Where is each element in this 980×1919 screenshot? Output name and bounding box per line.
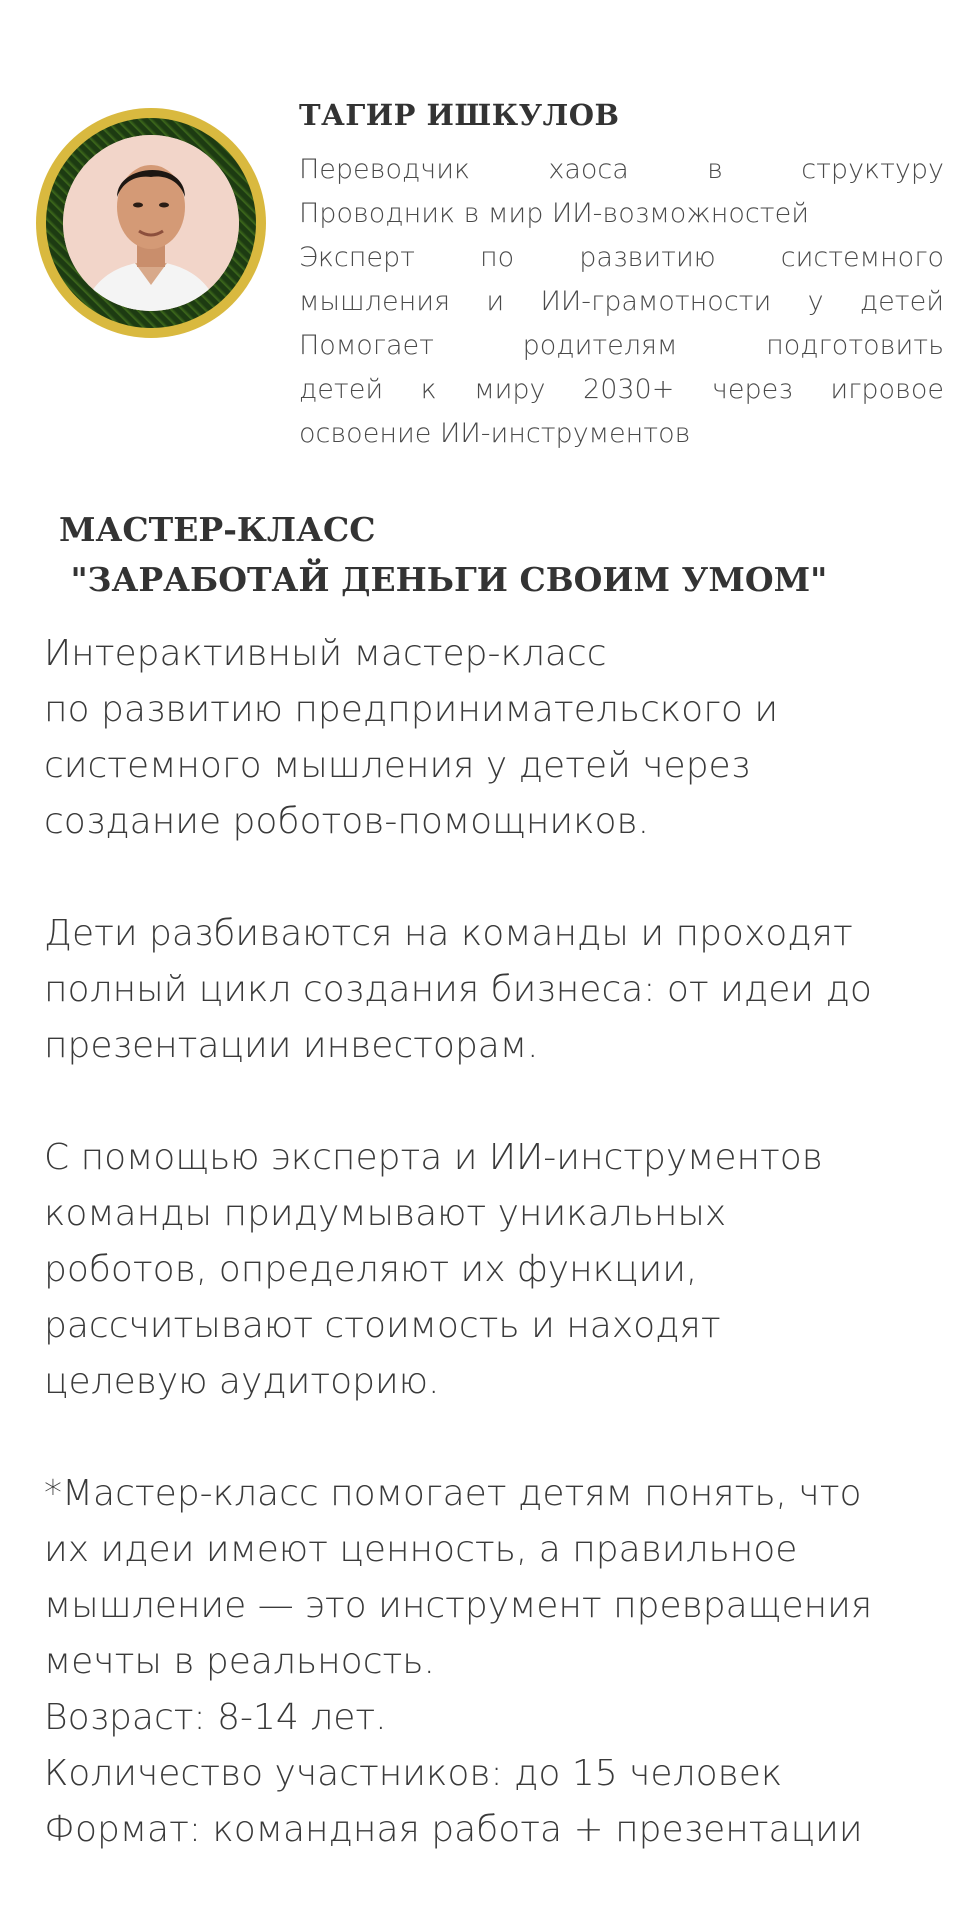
description-paragraph: [44, 626, 944, 850]
author-tagline-line: Помогает родителям подготовить: [299, 330, 944, 361]
description-paragraph: [44, 1130, 944, 1410]
note-line: *Мастер-класс помогает детям понять, что: [44, 1473, 862, 1514]
format-info: Формат: командная работа + презентации: [44, 1809, 863, 1850]
note-line: мечты в реальность.: [44, 1641, 435, 1682]
participants-info: Количество участников: до 15 человек: [44, 1753, 783, 1794]
paragraph-line: презентации инвесторам.: [44, 1025, 539, 1066]
paragraph-line: рассчитывают стоимость и находят: [44, 1305, 721, 1346]
masterclass-title-line2: "ЗАРАБОТАЙ ДЕНЬГИ СВОИМ УМОМ": [59, 560, 828, 599]
paragraph-line: создание роботов-помощников.: [44, 801, 650, 842]
author-name: ТАГИР ИШКУЛОВ: [299, 98, 620, 132]
paragraph-line: целевую аудиторию.: [44, 1361, 440, 1402]
paragraph-line: полный цикл создания бизнеса: от идеи до: [44, 969, 872, 1010]
paragraph-line: роботов, определяют их функции,: [44, 1249, 698, 1290]
author-tagline-line: Переводчик хаоса в структуру: [299, 154, 944, 185]
masterclass-note: [44, 1466, 944, 1858]
author-tagline-line: Эксперт по развитию системного: [299, 242, 944, 273]
age-info: Возраст: 8-14 лет.: [44, 1697, 387, 1738]
note-line: их идеи имеют ценность, а правильное: [44, 1529, 798, 1570]
description-paragraph: [44, 906, 944, 1074]
author-photo: [63, 135, 239, 311]
paragraph-line: системного мышления у детей через: [44, 745, 751, 786]
author-tagline-line: детей к миру 2030+ через игровое: [299, 374, 944, 405]
paragraph-line: С помощью эксперта и ИИ-инструментов: [44, 1137, 823, 1178]
paragraph-line: Интерактивный мастер-класс: [44, 633, 607, 674]
author-info: [299, 98, 944, 456]
author-tagline-line: мышления и ИИ-грамотности у детей: [299, 286, 944, 317]
paragraph-line: команды придумывают уникальных: [44, 1193, 727, 1234]
author-tagline-line: Проводник в мир ИИ-возможностей: [299, 198, 809, 229]
note-line: мышление — это инструмент превращения: [44, 1585, 873, 1626]
paragraph-line: Дети разбиваются на команды и проходят: [44, 913, 853, 954]
author-avatar: [36, 108, 266, 338]
masterclass-description: [44, 626, 944, 1858]
author-tagline-line: освоение ИИ-инструментов: [299, 418, 691, 449]
paragraph-line: по развитию предпринимательского и: [44, 689, 779, 730]
avatar-pattern-ring: [46, 118, 256, 328]
masterclass-title-line1: МАСТЕР-КЛАСС: [59, 510, 376, 549]
masterclass-title: [59, 505, 827, 605]
